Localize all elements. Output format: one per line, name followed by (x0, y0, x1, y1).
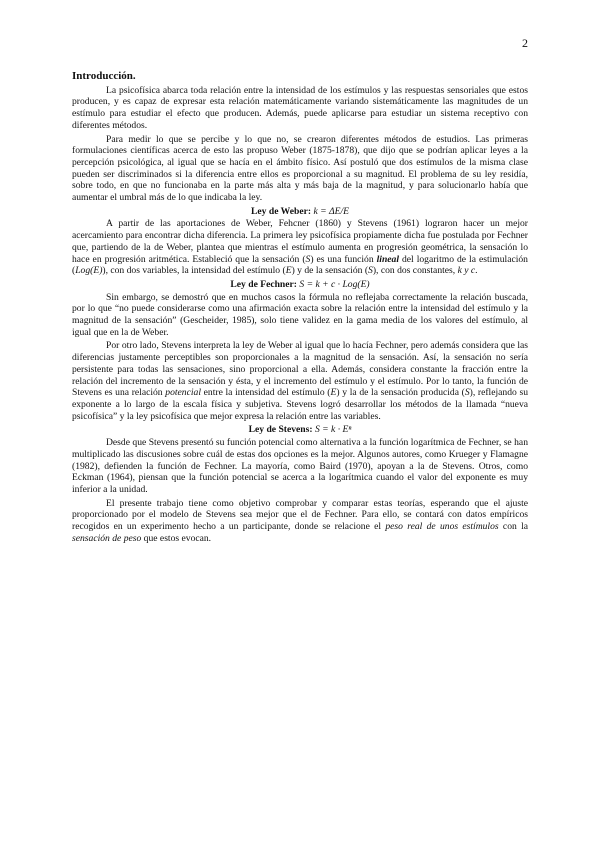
p5-text-2: entre la intensidad del estímulo ( (200, 387, 331, 399)
law-fechner-formula: S = k + c · Log(E) (299, 278, 370, 290)
p7-sensacion: sensación de peso (72, 532, 142, 544)
law-stevens-formula: S = k · Eⁿ (314, 424, 352, 436)
document-body (72, 71, 528, 546)
p3-text-7: . (475, 265, 478, 277)
p5-text-3: ) y la de la sensación producida ( (336, 387, 465, 399)
p3-text-4: ), con dos variables, la intensidad del estímulo ( (102, 265, 286, 277)
paragraph-weber: Para medir lo que se percibe y lo que no, se crearon diferentes métodos de estudios. Las primeras formulaciones científicas acerca de esto las propuso Weber (1875-1878), que dijo que se podrían aplicar leyes a la percepción psicológica, al igual que se hacía en el ámbito físico. Así postuló que dos estímulos de la misma clase pueden ser discriminados si la diferencia entre ellos es proporcional a su magnitud. El problema de su ley residía, sobre todo, en que no funcionaba en la parte más alta y más baja de la magnitud, y para solucionarlo había que aumentar el umbral más de lo que indicaba la ley. (72, 133, 528, 204)
p3-constants: k y c (457, 265, 476, 277)
p5-var-s: S (464, 387, 470, 399)
p3-text-1: A partir de las aportaciones de Weber, Fehcner (1860) y Stevens (1961) lograron hacer un mejor acercamiento para encontrar dicha diferencia. La primera ley psicofísica propiamente dicha fue postulada por Fechner que, partiendo de la de Weber, plantea que mientras el estímulo aumenta en progresión geométrica, la sensación lo hace en progresión aritmética. Estableció que la sensación ( (72, 218, 528, 265)
p3-text-5: ) y de la sensación ( (291, 265, 369, 277)
p3-loge: Log(E) (75, 265, 103, 277)
paragraph-intro: La psicofísica abarca toda relación entre la intensidad de los estímulos y las respuestas sensoriales que estos producen, y es capaz de expresar esta relación matemáticamente variando sistemáticamente las magnitudes de un estímulo para estudiar el efecto que producen. Además, puede aplicarse para estudiar un sistema receptivo con diferentes métodos. (72, 84, 528, 131)
law-weber-label: Ley de Weber: (251, 205, 312, 217)
p3-text-2: ) es una función (310, 253, 377, 265)
law-weber-formula: k = ΔE/E (313, 205, 349, 217)
p7-peso-real: peso real de unos estímulos (385, 521, 499, 533)
p7-text-2: con la (498, 521, 528, 533)
p3-lineal: lineal (376, 253, 400, 265)
paragraph-objective (72, 498, 528, 545)
p5-var-e: E (330, 387, 337, 399)
law-fechner-label: Ley de Fechner: (230, 278, 297, 290)
p5-text-1: Por otro lado, Stevens interpreta la ley de Weber al igual que lo hacía Fechner, pero además considera que las diferencias justamente perceptibles son proporcionales a la magnitud de la sensación. Así, la sensación no sería persistente para todas las sensaciones, sino proporcional a ella. Además, considera constante la fracción entre la relación del incremento de la sensación y ésta, y el incremento del estímulo y el estímulo. Por lo tanto, la función de Stevens es una relación (72, 340, 528, 399)
paragraph-fechner (72, 218, 528, 277)
p3-text-3: del logaritmo de la estimulación ( (72, 253, 528, 277)
paragraph-debate: Desde que Stevens presentó su función potencial como alternativa a la función logarítmica de Fechner, se han multiplicado las discusiones sobre cuál de estas dos opciones es la mejor. Algunos autores, como Krueger y Flamagne (1982), defienden la función de Fechner. La mayoría, como Baird (1970), apoyan a la de Stevens. Otros, como Eckman (1964), piensan que la función potencial se acerca a la logarítmica cuando el valor del exponente es muy inferior a la unidad. (72, 437, 528, 495)
law-fechner (72, 279, 528, 291)
p5-potencial: potencial (165, 387, 201, 399)
section-heading: Introducción. (72, 70, 136, 82)
law-stevens (72, 424, 528, 436)
p3-var-s: S (305, 253, 311, 265)
paragraph-critique: Sin embargo, se demostró que en muchos casos la fórmula no reflejaba correctamente la relación buscada, por lo que “no puede considerarse como una afirmación exacta sobre la relación entre la intensidad del estímulo y la magnitud de la sensación” (Gescheider, 1985), solo tiene validez en la gama media de los valores del estímulo, al igual que en la de Weber. (72, 291, 528, 338)
p7-text-1: El presente trabajo tiene como objetivo comprobar y comparar estas teorías, esperando que el ajuste proporcionado por el modelo de Stevens sea mejor que el de Fechner. Para ello, se contará con datos empíricos recogidos en un experimento hecho a un participante, donde se relacione el (72, 497, 528, 533)
p3-var-s2: S (368, 265, 373, 277)
paragraph-stevens (72, 340, 528, 422)
law-stevens-label: Ley de Stevens: (248, 424, 313, 436)
p7-text-3: que estos evocan. (141, 532, 212, 544)
law-weber (72, 206, 528, 218)
p5-text-4: ), reflejando su exponente a lo largo de la escala física y subjetiva. Stevens logró desarrollar los métodos de la llamada “nueva psicofísica” y la ley psicofísica que mejor expresa la relación entre las variables. (72, 387, 528, 422)
p3-text-6: ), con dos constantes, (372, 265, 458, 277)
page-number: 2 (522, 36, 528, 50)
p3-var-e: E (285, 265, 292, 277)
